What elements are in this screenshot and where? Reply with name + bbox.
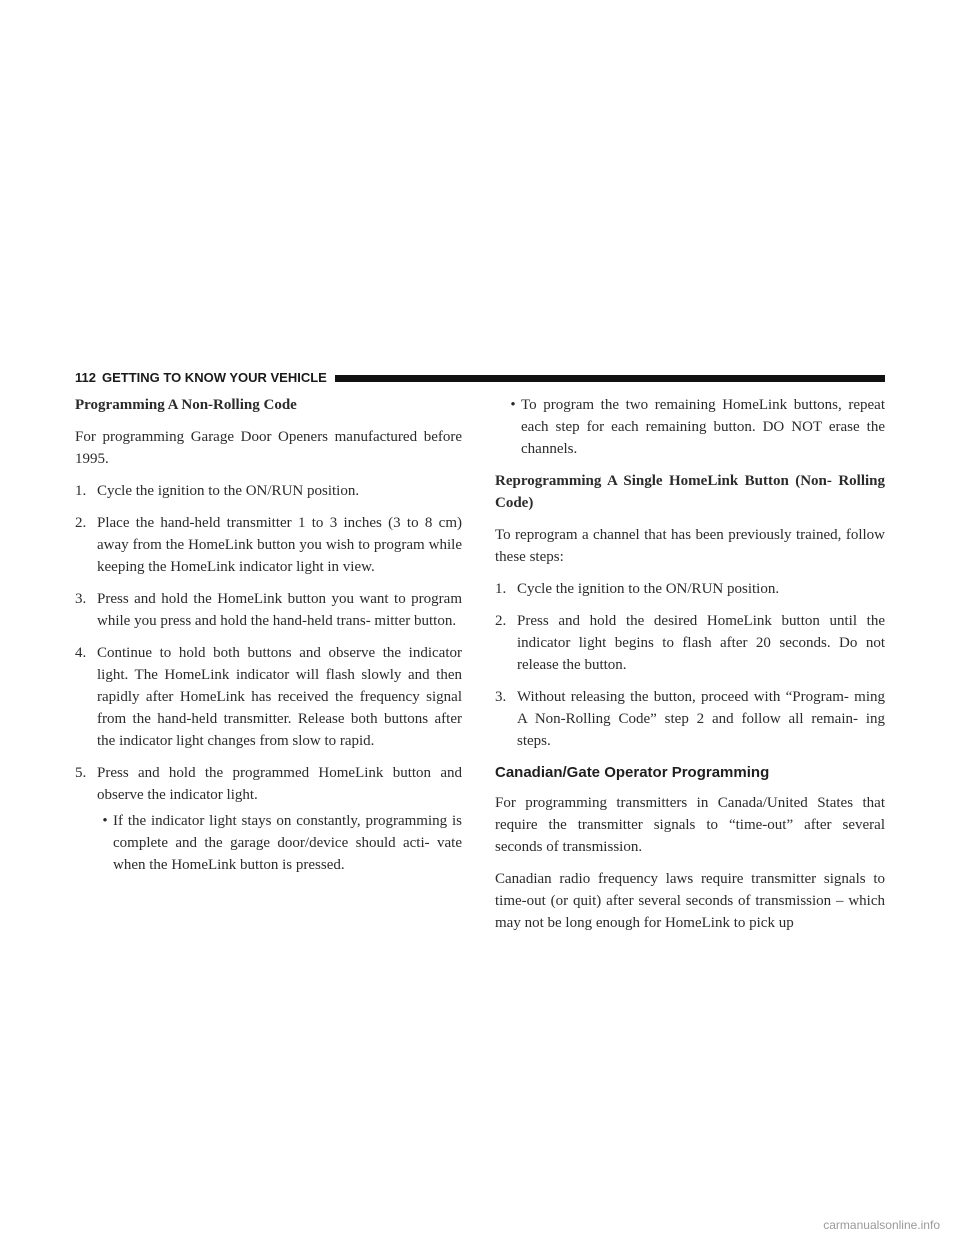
bullet-item: [97, 810, 462, 876]
list-item: [495, 686, 885, 752]
bullet-icon: •: [102, 813, 108, 829]
step-text: Cycle the ignition to the ON/RUN position.: [97, 483, 360, 499]
step-text: Without releasing the button, proceed with “Program- ming A Non-Rolling Code” step 2 and follow all remain- ing steps.: [517, 689, 885, 749]
list-item: [75, 480, 462, 502]
list-item: [75, 642, 462, 752]
step-number: 1.: [75, 483, 87, 499]
intro-paragraph: To reprogram a channel that has been previously trained, follow these steps:: [495, 527, 885, 565]
list-item: [75, 512, 462, 578]
step-text: Continue to hold both buttons and observe the indicator light. The HomeLink indicator will flash slowly and then rapidly after HomeLink has received the frequency signal from the hand-held transmitter. Release both buttons after the indicator light changes from slow to rapid.: [97, 645, 462, 749]
list-item: [75, 588, 462, 632]
left-column: [75, 394, 462, 886]
list-item: [75, 762, 462, 806]
list-item: [495, 578, 885, 600]
step-text: Place the hand-held transmitter 1 to 3 inches (3 to 8 cm) away from the HomeLink button you wish to program while keeping the HomeLink indicator light in view.: [97, 515, 462, 575]
body-paragraph: For programming transmitters in Canada/United States that require the transmitter signals to “time-out” after several seconds of transmission.: [495, 795, 885, 855]
step-number: 4.: [75, 645, 87, 661]
watermark: carmanualsonline.info: [823, 1218, 940, 1232]
body-paragraph: Canadian radio frequency laws require transmitter signals to time-out (or quit) after several seconds of transmission – which may not be long enough for HomeLink to pick up: [495, 871, 885, 931]
section-heading: Reprogramming A Single HomeLink Button (Non- Rolling Code): [495, 473, 885, 511]
page-number: 112: [75, 370, 96, 385]
step-number: 3.: [495, 689, 507, 705]
bullet-item: [505, 394, 885, 460]
step-text: Cycle the ignition to the ON/RUN position.: [517, 581, 780, 597]
step-text: Press and hold the programmed HomeLink button and observe the indicator light.: [97, 765, 462, 803]
section-heading: Programming A Non-Rolling Code: [75, 397, 297, 413]
step-text: Press and hold the desired HomeLink button until the indicator light begins to flash after 20 seconds. Do not release the button.: [517, 613, 885, 673]
page-header: [75, 370, 885, 386]
step-number: 1.: [495, 581, 507, 597]
subsection-heading: Canadian/Gate Operator Programming: [495, 764, 770, 781]
step-number: 2.: [75, 515, 87, 531]
step-number: 3.: [75, 591, 87, 607]
bullet-icon: •: [510, 397, 516, 413]
intro-paragraph: For programming Garage Door Openers manufactured before 1995.: [75, 429, 462, 467]
step-text: Press and hold the HomeLink button you want to program while you press and hold the hand-held trans- mitter button.: [97, 591, 462, 629]
step-number: 5.: [75, 765, 87, 781]
list-item: [495, 610, 885, 676]
bullet-text: If the indicator light stays on constantly, programming is complete and the garage door/device should acti- vate when the HomeLink button is pressed.: [113, 813, 462, 873]
header-rule: [335, 375, 885, 382]
right-column: [495, 394, 885, 944]
step-number: 2.: [495, 613, 507, 629]
bullet-text: To program the two remaining HomeLink buttons, repeat each step for each remaining button. DO NOT erase the channels.: [521, 397, 885, 457]
section-title: GETTING TO KNOW YOUR VEHICLE: [101, 370, 327, 385]
